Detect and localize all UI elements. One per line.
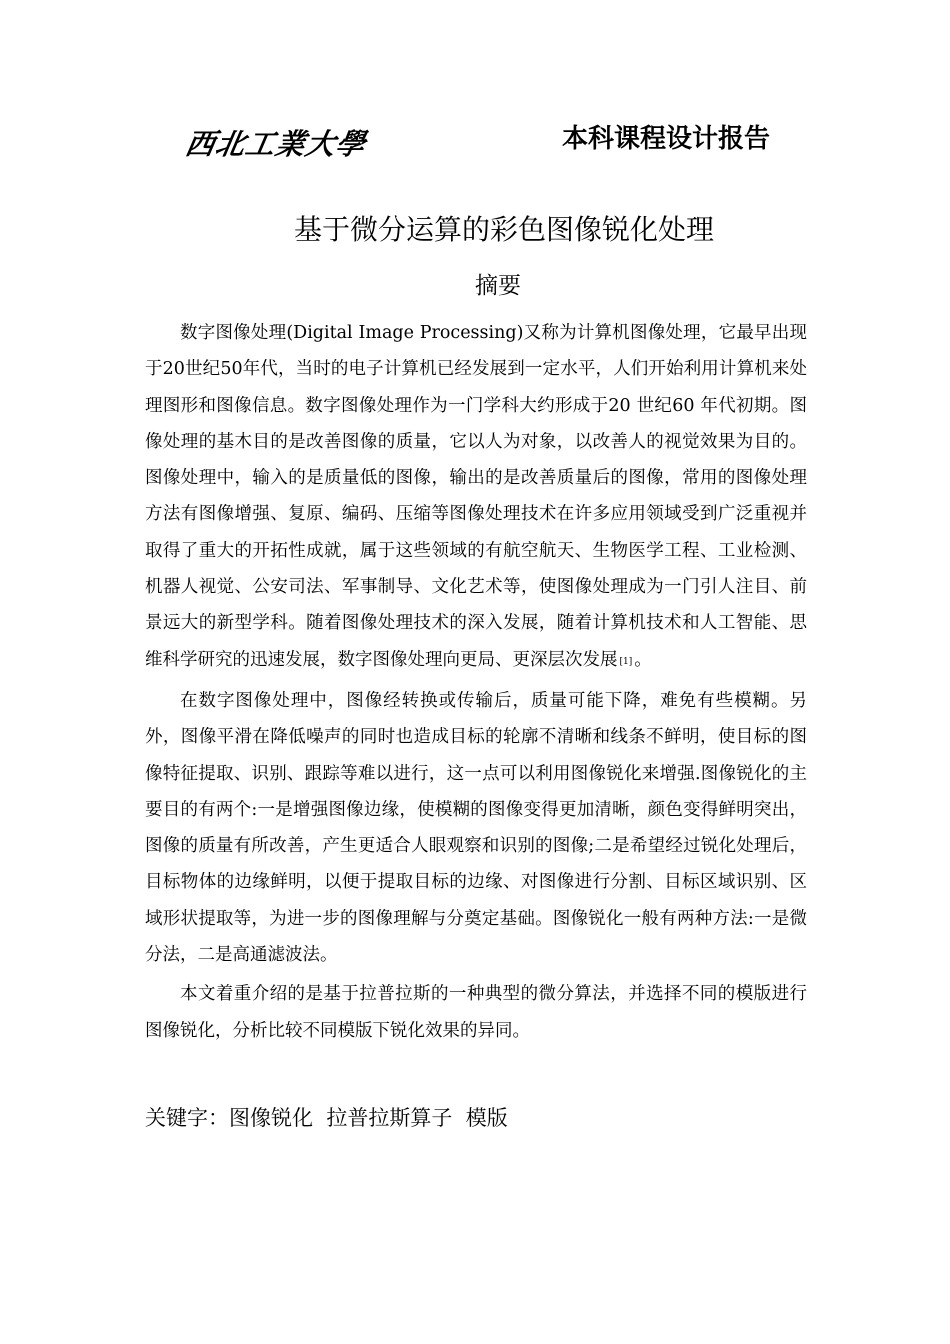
keywords-label: 关键字： bbox=[145, 1106, 229, 1130]
abstract-heading: 摘要 bbox=[475, 273, 521, 299]
keyword-item: 图像锐化 bbox=[229, 1106, 313, 1130]
keyword-item: 拉普拉斯算子 bbox=[326, 1106, 453, 1130]
keywords-line bbox=[145, 1102, 508, 1132]
abstract-body bbox=[145, 315, 807, 1052]
page-header bbox=[0, 0, 950, 180]
keyword-item: 模版 bbox=[465, 1106, 508, 1130]
abstract-paragraph-1 bbox=[145, 315, 807, 680]
abstract-paragraph-3: 本文着重介绍的是基于拉普拉斯的一种典型的微分算法，并选择不同的模版进行图像锐化，分析比较不同模版下锐化效果的异同。 bbox=[145, 984, 807, 1041]
paragraph-tail: 。 bbox=[634, 649, 652, 670]
paragraph-text: 数字图像处理(Digital Image Processing)又称为计算机图像处理，它最早出现于20世纪50年代，当时的电子计算机已经发展到一定水平，人们开始利用计算机来处理图形和图像信息。数字图像处理作为一门学科大约形成于20 世纪60 年代初期。图像处理的基木目的是改善图像的质量，它以人为对象，以改善人的视觉效果为目的。图像处理中，输入的是质量低的图像，输出的是改善质量后的图像，常用的图像处理方法有图像增强、复原、编码、压缩等图像处理技术在许多应用领域受到广泛重视并取得了重大的开拓性成就，属于这些领域的有航空航天、生物医学工程、工业检测、机器人视觉、公安司法、军事制导、文化艺术等，使图像处理成为一门引人注目、前景远大的新型学科。随着图像处理技术的深入发展，随着计算机技术和人工智能、思维科学研究的迅速发展，数字图像处理向更局、更深层次发展 bbox=[145, 323, 807, 670]
report-type-label: 本科课程设计报告 bbox=[562, 124, 771, 154]
citation-ref: [1] bbox=[619, 656, 633, 667]
keyword-separator bbox=[313, 1106, 326, 1130]
university-logo: 西北工業大學 bbox=[182, 127, 369, 161]
document-title: 基于微分运算的彩色图像锐化处理 bbox=[293, 213, 714, 246]
abstract-paragraph-2: 在数字图像处理中，图像经转换或传输后，质量可能下降，难免有些模糊。另外，图像平滑在降低噪声的同时也造成目标的轮廓不清晰和线条不鲜明，使目标的图像特征提取、识别、跟踪等难以进行，这一点可以利用图像锐化来增强.图像锐化的主要目的有两个:一是增强图像边缘，使模糊的图像变得更加清晰，颜色变得鲜明突出，图像的质量有所改善，产生更适合人眼观察和识别的图像;二是希望经过锐化处理后，目标物体的边缘鲜明，以便于提取目标的边缘、对图像进行分割、目标区域识别、区域形状提取等，为进一步的图像理解与分奠定基础。图像锐化一般有两种方法:一是微分法，二是高通滤波法。 bbox=[145, 690, 807, 966]
keyword-separator bbox=[452, 1106, 465, 1130]
